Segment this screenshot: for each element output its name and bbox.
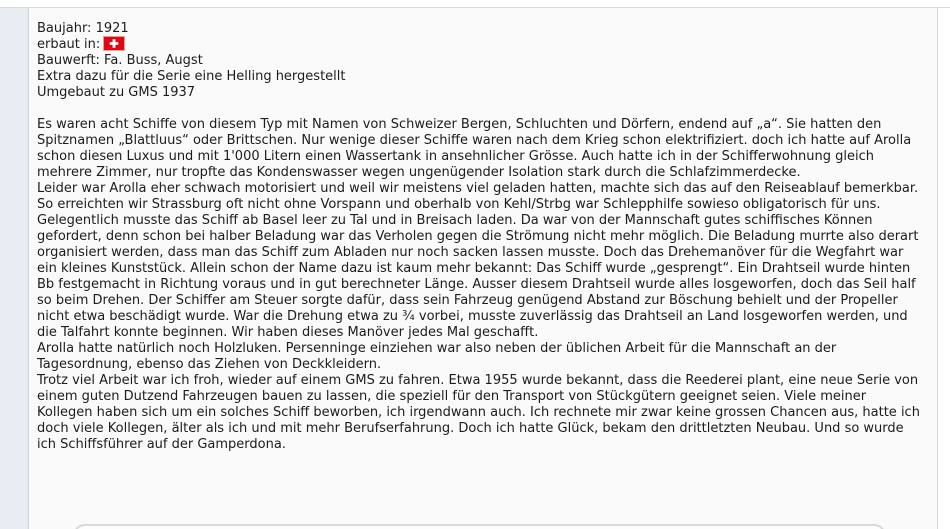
ship-info-line-erbaut-in	[37, 37, 925, 53]
ship-info-erbaut-label: erbaut in:	[37, 37, 101, 52]
ship-info-block	[37, 21, 925, 101]
ship-info-line-bauwerft: Bauwerft: Fa. Buss, Augst	[37, 53, 203, 68]
ship-info-line-umbau: Umgebaut zu GMS 1937	[37, 85, 196, 100]
swiss-flag-icon	[104, 37, 124, 50]
article-paragraph: Leider war Arolla eher schwach motorisiert und weil wir meistens viel geladen hatten, machte sich das auf den Reiseablauf bemerkbar. So erreichten wir Strassburg oft nicht ohne Vorspann und oberhalb von Kehl/Strbg war Schlepphilfe sowieso obligatorisch für uns. Gelegentlich musste das Schiff ab Basel leer zu Tal und in Breisach laden. Da war von der Mannschaft gutes schiffisches Können gefordert, denn schon bei halber Beladung war das Verholen gegen die Strömung nicht mehr möglich. Die Beladung murrte also derart organisiert werden, dass man das Schiff zum Abladen nur noch sacken lassen musste. Doch das Drehemanöver für die Wegfahrt war ein kleines Kunststück. Allein schon der Name dazu ist kaum mehr bekannt: Das Schiff wurde „gesprengt“. Ein Drahtseil wurde hinten Bb festgemacht in Richtung voraus und in gut berechneter Länge. Ausser diesem Drahtseil wurde alles losgeworfen, doch das Seil half so beim Drehen. Der Schiffer am Steuer sorgte dafür, dass sein Fahrzeug genügend Abstand zur Böschung behielt und der Propeller nicht etwa beschädigt wurde. War die Drehung etwa zu ¾ vorbei, musste zuverlässig das Drahtseil an Land losgeworfen werden, und die Talfahrt konnte beginnen. Wir haben dieses Manöver jedes Mal geschafft.	[37, 181, 919, 340]
page-row	[0, 8, 950, 529]
flag-cross-horizontal	[110, 42, 119, 45]
right-gutter	[937, 8, 950, 529]
swiss-flag-svg	[104, 37, 124, 50]
article-body	[37, 117, 925, 453]
article-paragraph: Arolla hatte natürlich noch Holzluken. Persenninge einziehen war also neben der üblichen Arbeit für die Mannschaft an der Tagesordnung, ebenso das Ziehen von Deckkleidern.	[37, 341, 837, 372]
article-paragraph: Es waren acht Schiffe von diesem Typ mit Namen von Schweizer Bergen, Schluchten und Dörfern, endend auf „a“. Sie hatten den Spitznamen „Blattluus“ oder Brittschen. Nur wenige dieser Schiffe waren nach dem Krieg schon elektrifiziert. doch ich hatte auf Arolla schon diesen Luxus und mit 1'000 Litern einen Wassertank in ansehnlicher Grösse. Auch hatte ich in der Schifferwohnung gleich mehrere Zimmer, nur tropfte das Kondenswasser wegen ungenügender Isolation stark durch die Schlafzimmerdecke.	[37, 117, 912, 180]
ship-info-line-baujahr: Baujahr: 1921	[37, 21, 129, 36]
ship-info-line-helling: Extra dazu für die Serie eine Helling hergestellt	[37, 69, 346, 84]
left-margin-strip	[0, 8, 29, 529]
bottom-panel	[73, 524, 886, 529]
article-paragraph: Trotz viel Arbeit war ich froh, wieder auf einem GMS zu fahren. Etwa 1955 wurde bekannt, dass die Reederei plant, eine neue Serie von einem guten Dutzend Fahrzeugen bauen zu lassen, die speziell für den Transport von Stückgütern geeignet seien. Viele meiner Kollegen haben sich um ein solches Schiff beworben, ich irgendwann auch. Ich rechnete mir zwar keine grossen Chancen aus, hatte ich doch viele Kollegen, älter als ich und mit mehr Berufserfahrung. Doch ich hatte Glück, bekam den drittletzten Neubau. Und so wurde ich Schiffsführer auf der Gamperdona.	[37, 373, 920, 452]
content-area	[29, 8, 937, 529]
top-divider	[0, 0, 950, 8]
